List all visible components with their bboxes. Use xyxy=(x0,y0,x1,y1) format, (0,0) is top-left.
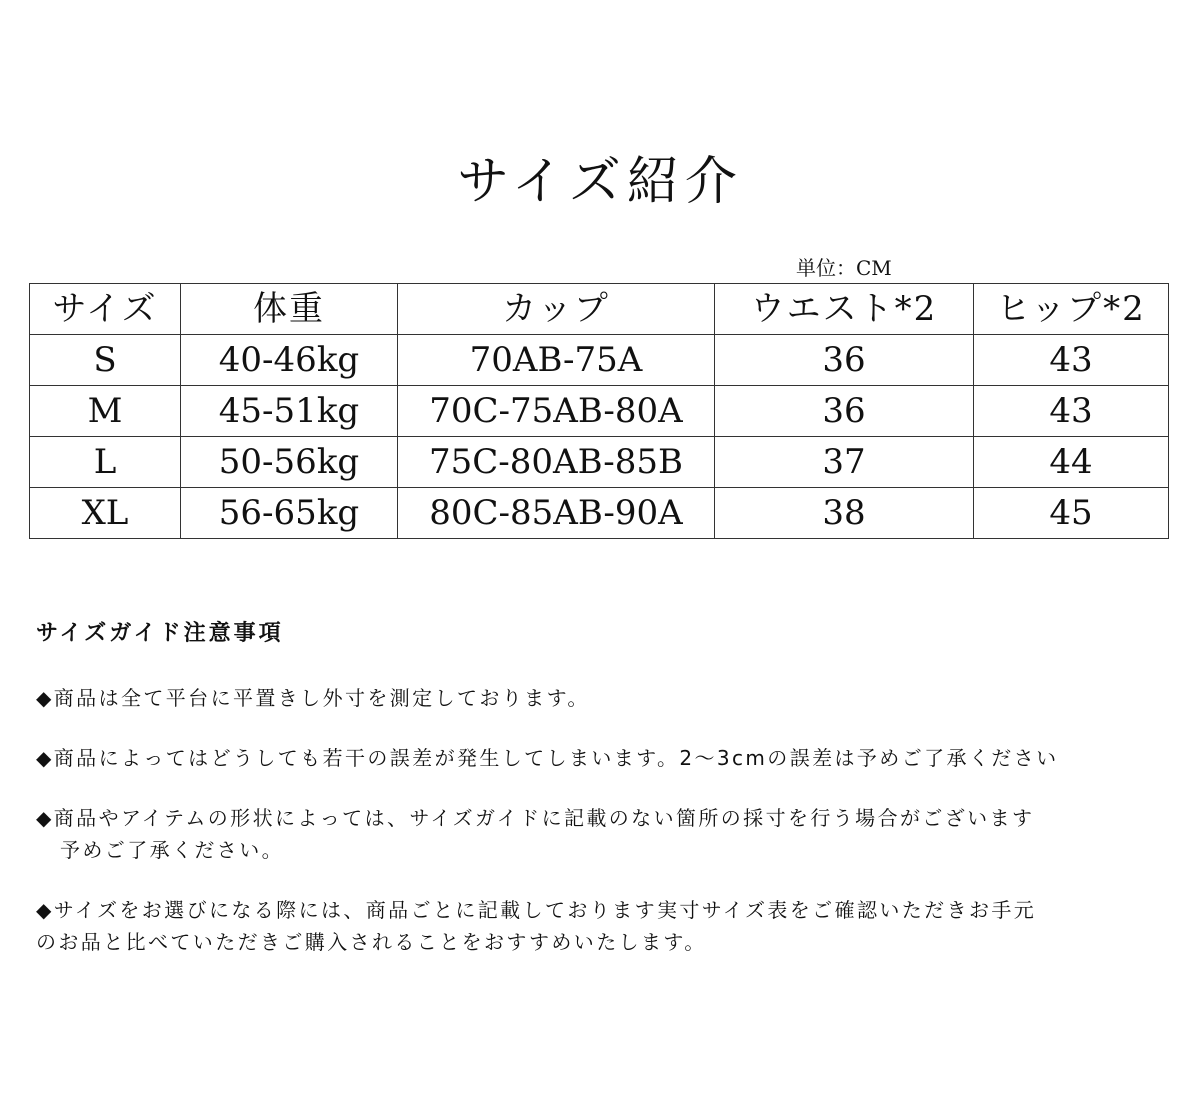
table-row xyxy=(30,488,1169,539)
cell-hip: 43 xyxy=(974,386,1169,437)
note-line: 予めご了承ください。 xyxy=(60,838,284,862)
cell-hip: 45 xyxy=(974,488,1169,539)
note-item xyxy=(36,742,1176,774)
cell-waist: 36 xyxy=(715,386,974,437)
header-cup: カップ xyxy=(398,284,715,335)
header-weight: 体重 xyxy=(181,284,398,335)
size-guide-notes xyxy=(36,616,1176,986)
note-line: のお品と比べていただきご購入されることをおすすめいたします。 xyxy=(36,930,707,954)
cell-weight: 50-56kg xyxy=(181,437,398,488)
cell-weight: 45-51kg xyxy=(181,386,398,437)
header-waist: ウエスト*2 xyxy=(715,284,974,335)
cell-waist: 37 xyxy=(715,437,974,488)
note-line: ◆商品は全て平台に平置きし外寸を測定しております。 xyxy=(36,686,590,710)
table-header-row xyxy=(30,284,1169,335)
cell-waist: 38 xyxy=(715,488,974,539)
size-table xyxy=(29,283,1169,539)
cell-weight: 40-46kg xyxy=(181,335,398,386)
table-row xyxy=(30,437,1169,488)
cell-cup: 70C-75AB-80A xyxy=(398,386,715,437)
cell-size: XL xyxy=(30,488,181,539)
note-item xyxy=(36,894,1176,958)
note-item xyxy=(36,682,1176,714)
cell-weight: 56-65kg xyxy=(181,488,398,539)
cell-size: L xyxy=(30,437,181,488)
cell-hip: 43 xyxy=(974,335,1169,386)
cell-waist: 36 xyxy=(715,335,974,386)
table-row xyxy=(30,335,1169,386)
cell-cup: 80C-85AB-90A xyxy=(398,488,715,539)
table-row xyxy=(30,386,1169,437)
note-item xyxy=(36,802,1176,866)
cell-cup: 75C-80AB-85B xyxy=(398,437,715,488)
unit-label: 単位：CM xyxy=(796,256,892,280)
header-hip: ヒップ*2 xyxy=(974,284,1169,335)
notes-heading: サイズガイド注意事項 xyxy=(36,621,284,646)
header-size: サイズ xyxy=(30,284,181,335)
cell-size: M xyxy=(30,386,181,437)
cell-hip: 44 xyxy=(974,437,1169,488)
cell-size: S xyxy=(30,335,181,386)
page-title: サイズ紹介 xyxy=(457,151,743,212)
note-line: ◆商品やアイテムの形状によっては、サイズガイドに記載のない箇所の採寸を行う場合がございます xyxy=(36,806,1035,830)
cell-cup: 70AB-75A xyxy=(398,335,715,386)
note-line: ◆商品によってはどうしても若干の誤差が発生してしまいます。2～3cmの誤差は予めご了承ください xyxy=(36,746,1059,770)
note-line: ◆サイズをお選びになる際には、商品ごとに記載しております実寸サイズ表をご確認いただきお手元 xyxy=(36,898,1037,922)
